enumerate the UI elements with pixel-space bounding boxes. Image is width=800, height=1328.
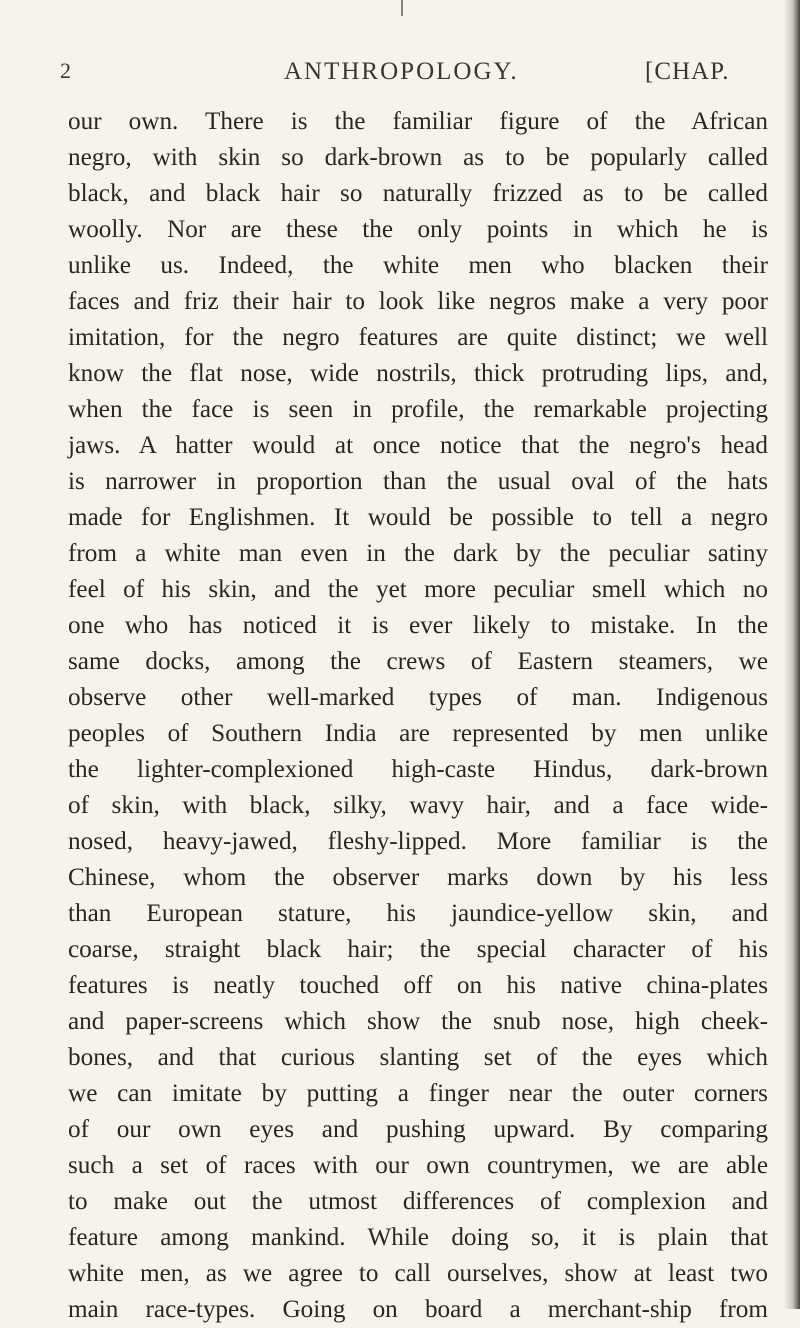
text-line: coarse, straight black hair; the special character of his	[68, 936, 768, 963]
text-line: peoples of Southern India are represented by men unlike	[68, 720, 768, 747]
text-line: of skin, with black, silky, wavy hair, and a face wide-	[68, 792, 768, 819]
text-line: bones, and that curious slanting set of the eyes which	[68, 1044, 768, 1071]
text-line: black, and black hair so naturally frizzed as to be called	[68, 180, 768, 207]
text-line: observe other well-marked types of man. Indigenous	[68, 684, 768, 711]
page-gutter-shadow	[784, 0, 800, 1309]
text-line: when the face is seen in profile, the remarkable projecting	[68, 396, 768, 423]
text-line: jaws. A hatter would at once notice that the negro's head	[68, 432, 768, 459]
text-line: same docks, among the crews of Eastern steamers, we	[68, 648, 768, 675]
text-line: faces and friz their hair to look like negros make a very poor	[68, 288, 768, 315]
text-line: main race-types. Going on board a merchant-ship from	[68, 1296, 768, 1323]
body-text	[68, 104, 768, 1328]
text-line: imitation, for the negro features are quite distinct; we well	[68, 324, 768, 351]
text-line: such a set of races with our own countrymen, we are able	[68, 1152, 768, 1179]
text-line: unlike us. Indeed, the white men who blacken their	[68, 252, 768, 279]
text-line: white men, as we agree to call ourselves, show at least two	[68, 1260, 768, 1287]
page-edge-mark	[401, 0, 403, 16]
running-title: ANTHROPOLOGY.	[284, 58, 519, 85]
text-line: feature among mankind. While doing so, it is plain that	[68, 1224, 768, 1251]
page-number: 2	[60, 58, 73, 83]
text-line: know the flat nose, wide nostrils, thick protruding lips, and,	[68, 360, 768, 387]
text-line: the lighter-complexioned high-caste Hindus, dark-brown	[68, 756, 768, 783]
text-line: Chinese, whom the observer marks down by his less	[68, 864, 768, 891]
text-line: from a white man even in the dark by the peculiar satiny	[68, 540, 768, 567]
text-line: our own. There is the familiar figure of the African	[68, 108, 768, 135]
text-line: features is neatly touched off on his native china-plates	[68, 972, 768, 999]
text-line: to make out the utmost differences of complexion and	[68, 1188, 768, 1215]
text-line: feel of his skin, and the yet more peculiar smell which no	[68, 576, 768, 603]
text-line: is narrower in proportion than the usual oval of the hats	[68, 468, 768, 495]
text-line: made for Englishmen. It would be possible to tell a negro	[68, 504, 768, 531]
text-line: and paper-screens which show the snub nose, high cheek-	[68, 1008, 768, 1035]
text-line: one who has noticed it is ever likely to mistake. In the	[68, 612, 768, 639]
text-line: than European stature, his jaundice-yellow skin, and	[68, 900, 768, 927]
text-line: of our own eyes and pushing upward. By comparing	[68, 1116, 768, 1143]
running-header	[0, 56, 800, 96]
text-line: nosed, heavy-jawed, fleshy-lipped. More familiar is the	[68, 828, 768, 855]
text-line: woolly. Nor are these the only points in which he is	[68, 216, 768, 243]
text-line: we can imitate by putting a finger near the outer corners	[68, 1080, 768, 1107]
text-line: negro, with skin so dark-brown as to be popularly called	[68, 144, 768, 171]
chapter-mark: [CHAP.	[645, 58, 730, 85]
